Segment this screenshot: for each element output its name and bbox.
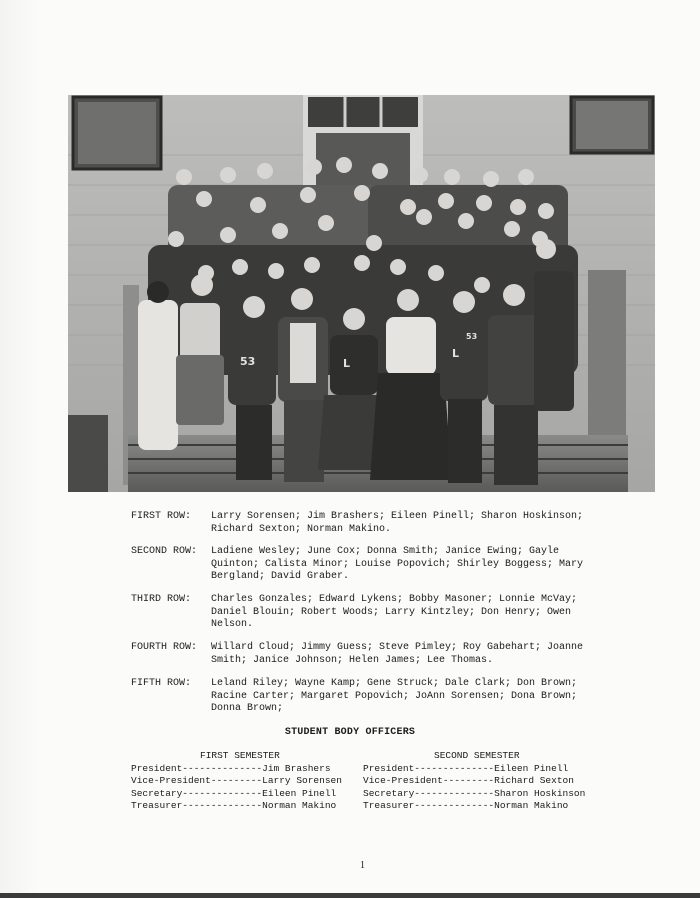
row-label: FIFTH ROW: — [131, 678, 192, 689]
officer-line: Vice-President---------Larry Sorensen — [131, 775, 342, 787]
page-number: 1 — [360, 860, 365, 871]
page-bottom-shadow — [0, 893, 700, 898]
row-names: Larry Sorensen; Jim Brashers; Eileen Pinell; Sharon Hoskinson; Richard Sexton; Norman Makino. — [211, 511, 584, 535]
row-label: SECOND ROW: — [131, 546, 198, 557]
officer-line: Vice-President---------Richard Sexton — [363, 775, 574, 787]
jacket-letter: 53 — [466, 332, 478, 341]
officer-line: Secretary--------------Eileen Pinell — [131, 787, 337, 799]
jacket-letter: L — [343, 357, 351, 370]
officer-line: Treasurer--------------Norman Makino — [363, 799, 569, 811]
officer-line: President--------------Eileen Pinell — [363, 763, 569, 774]
row-names: Ladiene Wesley; June Cox; Donna Smith; Janice Ewing; Gayle Quinton; Calista Minor; Louise Popovich; Shirley Boggess; Mary Bergland; David Graber. — [211, 546, 584, 583]
officers-title: STUDENT BODY OFFICERS — [284, 727, 416, 738]
row-label: THIRD ROW: — [131, 594, 192, 605]
first-semester-officers — [131, 763, 342, 812]
jacket-letter: 53 — [240, 355, 256, 368]
first-semester-heading: FIRST SEMESTER — [200, 750, 280, 761]
officer-line: President--------------Jim Brashers — [131, 763, 331, 774]
page-binding-edge — [0, 0, 39, 898]
jacket-letter: L — [452, 347, 460, 360]
row-names: Charles Gonzales; Edward Lykens; Bobby Masoner; Lonnie McVay; Daniel Blouin; Robert Woods; Larry Kintzley; Don Henry; Owen Nelson. — [211, 594, 578, 631]
row-label: FIRST ROW: — [131, 511, 192, 522]
second-semester-heading: SECOND SEMESTER — [434, 750, 520, 761]
row-names: Willard Cloud; Jimmy Guess; Steve Pimley; Roy Gabehart; Joanne Smith; Janice Johnson; Helen James; Lee Thomas. — [211, 642, 584, 666]
officer-line: Secretary--------------Sharon Hoskinson — [363, 787, 586, 799]
officer-line: Treasurer--------------Norman Makino — [131, 799, 337, 811]
row-label: FOURTH ROW: — [131, 642, 198, 653]
group-photo — [68, 95, 655, 492]
row-names: Leland Riley; Wayne Kamp; Gene Struck; Dale Clark; Don Brown; Racine Carter; Margaret Popovich; JoAnn Sorensen; Dona Brown; Donna Brown; — [211, 678, 578, 715]
second-semester-officers — [363, 763, 585, 812]
